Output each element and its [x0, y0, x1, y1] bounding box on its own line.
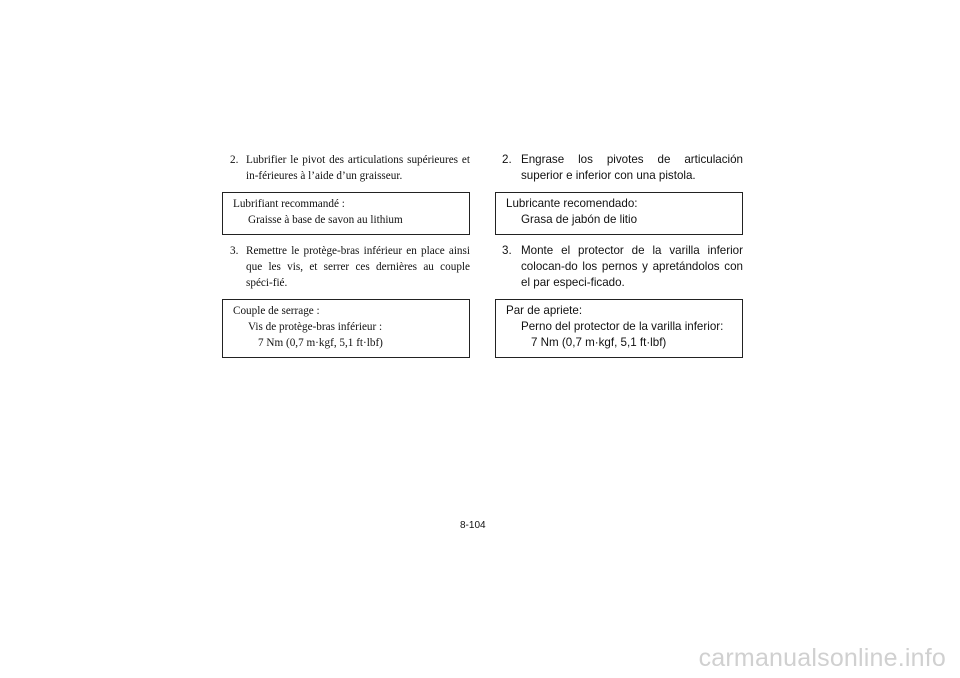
fr-torque-part: Vis de protège-bras inférieur :	[248, 321, 383, 333]
es-torque-box	[495, 299, 743, 358]
page-number: 8-104	[460, 520, 486, 531]
es-lubricant-title: Lubricante recomendado:	[506, 197, 638, 210]
es-step-3-number: 3.	[502, 244, 512, 257]
fr-lubricant-value: Graisse à base de savon au lithium	[248, 214, 403, 226]
es-step-3-text: Monte el protector de la varilla inferior colocan-do los pernos y apretándolos con el par especi-ficado.	[521, 244, 743, 289]
french-column	[222, 152, 470, 366]
es-torque-title: Par de apriete:	[506, 304, 583, 317]
fr-lubricant-title: Lubrifiant recommandé :	[233, 198, 345, 210]
spanish-column	[495, 152, 743, 366]
es-lubricant-value: Grasa de jabón de litio	[521, 213, 638, 226]
fr-torque-title: Couple de serrage :	[233, 305, 320, 317]
es-torque-part: Perno del protector de la varilla inferior:	[521, 320, 724, 333]
fr-step-3-number: 3.	[230, 245, 239, 257]
fr-step-2	[222, 152, 470, 184]
es-step-2	[495, 152, 743, 184]
fr-torque-box	[222, 299, 470, 358]
es-step-2-number: 2.	[502, 153, 512, 166]
es-torque-value: 7 Nm (0,7 m·kgf, 5,1 ft·lbf)	[531, 336, 667, 349]
fr-step-3-text: Remettre le protège-bras inférieur en place ainsi que les vis, et serrer ces dernières au couple spéci-fié.	[246, 245, 470, 289]
fr-torque-value: 7 Nm (0,7 m·kgf, 5,1 ft·lbf)	[258, 337, 383, 349]
fr-step-3	[222, 243, 470, 291]
fr-step-2-number: 2.	[230, 154, 239, 166]
es-lubricant-box	[495, 192, 743, 235]
watermark: carmanualsonline.info	[698, 644, 946, 672]
fr-lubricant-box	[222, 192, 470, 235]
es-step-3	[495, 243, 743, 291]
es-step-2-text: Engrase los pivotes de articulación superior e inferior con una pistola.	[521, 153, 743, 182]
fr-step-2-text: Lubrifier le pivot des articulations supérieures et in-férieures à l’aide d’un graisseur.	[246, 154, 470, 182]
